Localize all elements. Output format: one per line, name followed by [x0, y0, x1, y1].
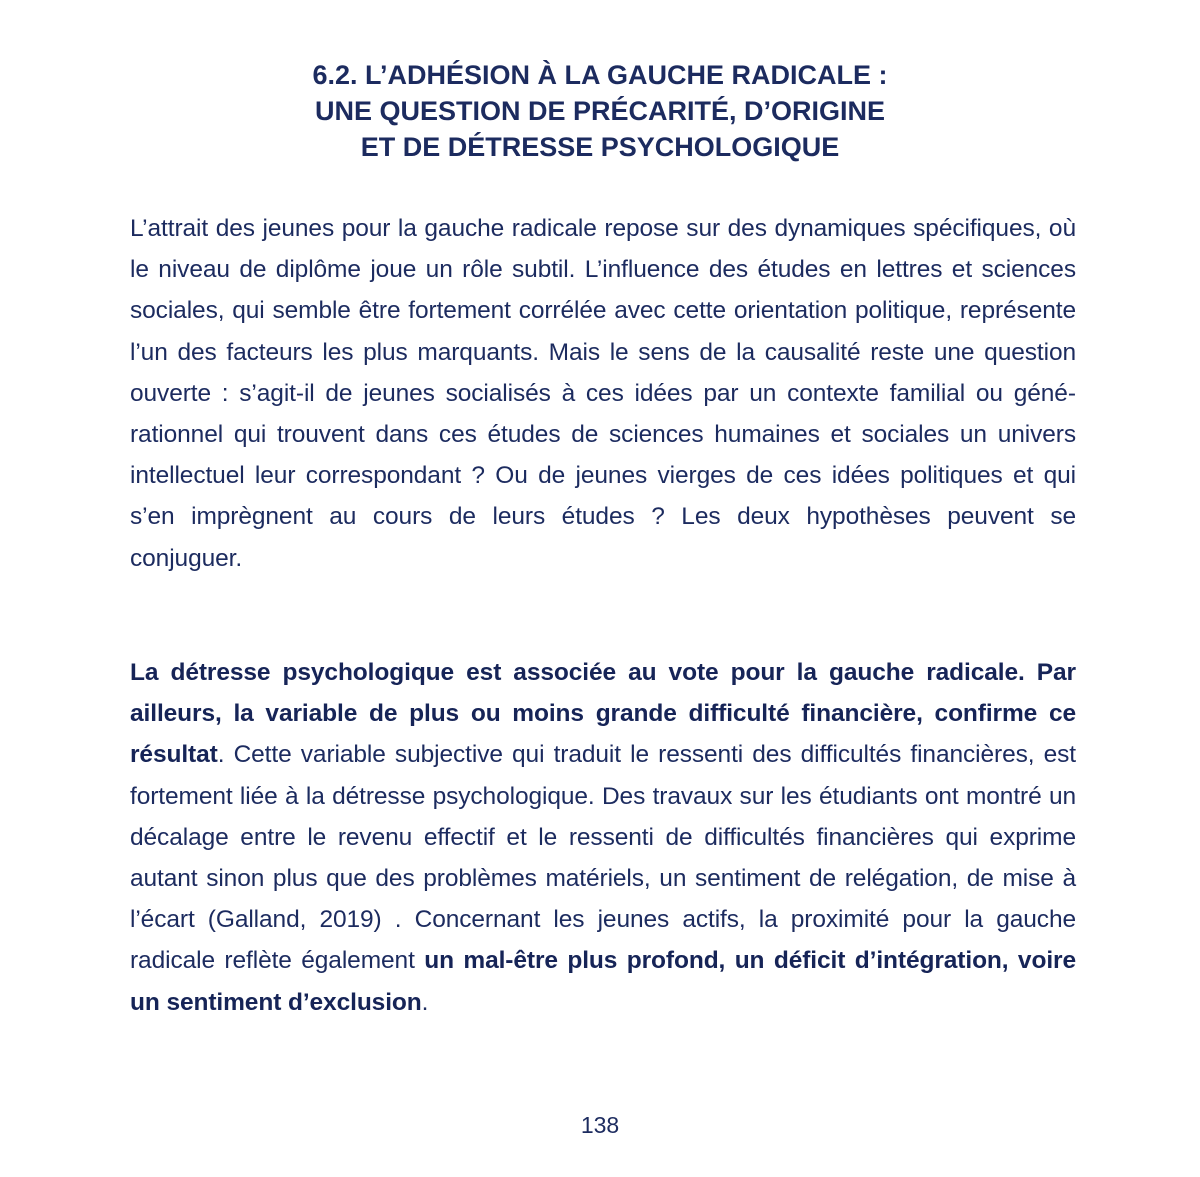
- page-number: 138: [580, 1112, 620, 1138]
- heading-line-2: UNE QUESTION DE PRÉCARITÉ, D’ORIGINE: [314, 96, 886, 126]
- heading-line-1: 6.2. L’ADHÉSION À LA GAUCHE RADICALE :: [312, 60, 888, 90]
- paragraph-intro: [130, 208, 1076, 579]
- paragraph-distress: [130, 652, 1076, 1023]
- heading-line-3: ET DE DÉTRESSE PSYCHOLOGIQUE: [360, 132, 840, 162]
- paragraph-distress-bold-end: un mal-être plus profond, un déficit d’intégration, voire un sentiment d’exclusion: [130, 947, 1076, 1016]
- paragraph-distress-bold-lead: La détresse psychologique est associée au vote pour la gauche radicale. Par ailleurs, la variable de plus ou moins grande difficulté financière, confirme ce résultat: [130, 659, 1076, 769]
- paragraph-intro-text: L’attrait des jeunes pour la gauche radicale repose sur des dynamiques spécifiques, où le niveau de diplôme joue un rôle subtil. L’influence des études en lettres et sciences sociales, qui semble être fortement corrélée avec cette orientation politique, représente l’un des facteurs les plus marquants. Mais le sens de la causalité reste une question ouverte : s’agit-il de jeunes socialisés à ces idées par un contexte familial ou générationnel qui trouvent dans ces études de sciences humaines et sociales un univers intellectuel leur correspondant ? Ou de jeunes vierges de ces idées politiques et qui s’en imprègnent au cours de leurs études ? Les deux hypothèses peuvent se conjuguer.: [130, 215, 1076, 572]
- paragraph-distress-body: . Cette variable subjective qui traduit le ressenti des difficultés financières, est fortement liée à la détresse psychologique. Des travaux sur les étudiants ont montré un décalage entre le revenu effectif et le ressenti de difficultés financières qui exprime autant sinon plus que des problèmes matériels, un sentiment de relégation, de mise à l’écart (Galland, 2019) . Concernant les jeunes actifs, la proximité pour la gauche radicale reflète également: [130, 741, 1076, 975]
- section-heading: [120, 57, 1080, 165]
- paragraph-distress-final: .: [421, 988, 429, 1016]
